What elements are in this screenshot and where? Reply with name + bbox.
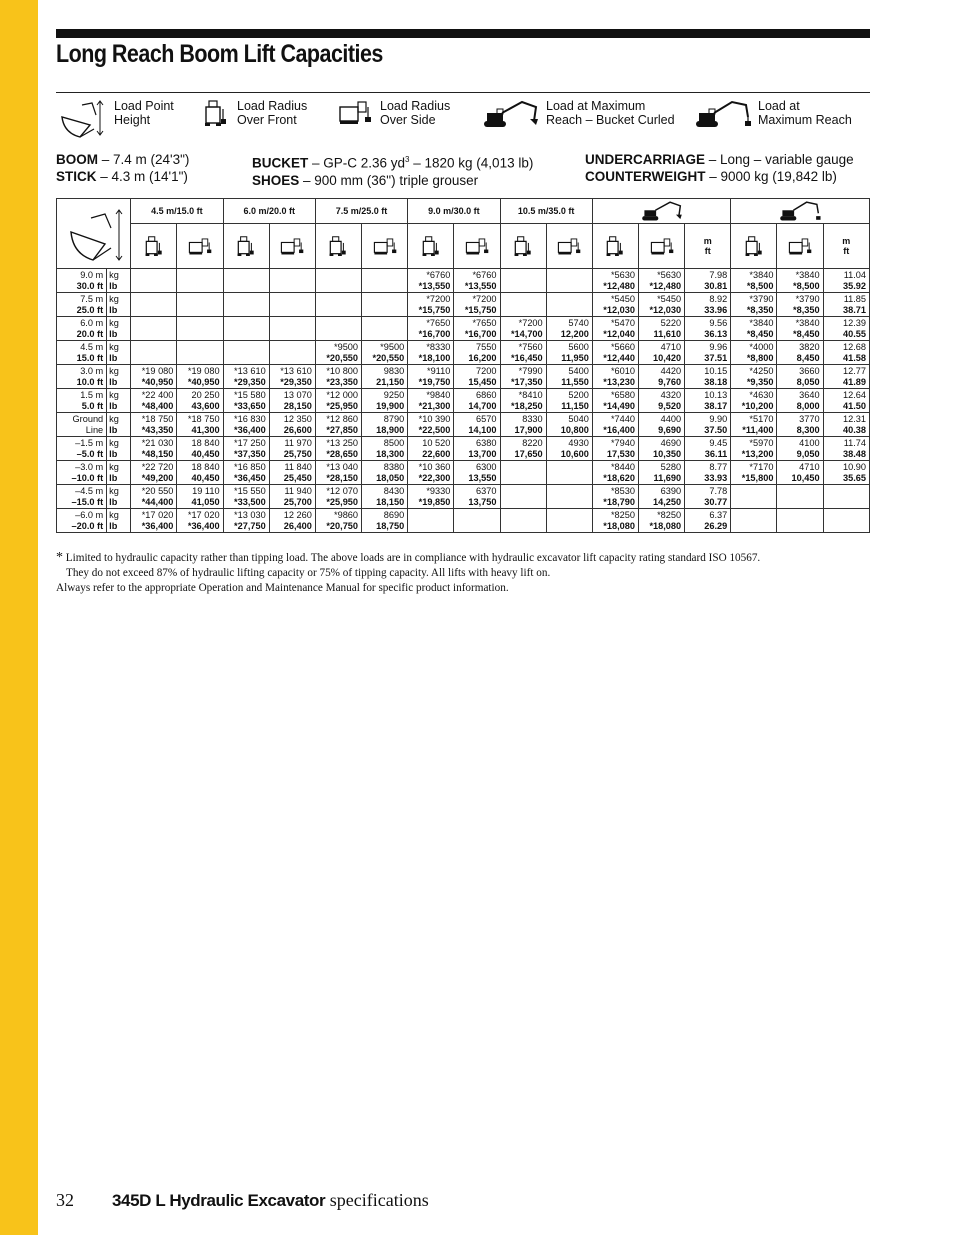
table-row xyxy=(57,293,870,317)
capacity-cell: 6380 13,700 xyxy=(454,437,500,461)
table-header-radius-row xyxy=(57,199,870,224)
header-radius-front-cell xyxy=(315,224,361,269)
capacity-cell: *19 080 *40,950 xyxy=(177,365,223,389)
excavator-curled-icon xyxy=(595,200,728,222)
unit-cell: kg lb xyxy=(107,437,131,461)
capacity-cell: *10 360 *22,300 xyxy=(408,461,454,485)
spec-undercarriage: UNDERCARRIAGE – Long – variable gauge xyxy=(585,152,854,167)
radius-side-icon xyxy=(179,236,220,256)
unit-cell: kg lb xyxy=(107,317,131,341)
capacity-cell: 4420 9,760 xyxy=(638,365,684,389)
lift-capacity-table xyxy=(56,198,870,533)
capacity-cell: *12 000 *25,950 xyxy=(315,389,361,413)
load-point-height-cell: 4.5 m 15.0 ft xyxy=(57,341,107,365)
capacity-cell: 18 840 40,450 xyxy=(177,437,223,461)
load-point-height-cell: –4.5 m –15.0 ft xyxy=(57,485,107,509)
capacity-cell: *5450 *12,030 xyxy=(638,293,684,317)
radius-front-icon xyxy=(226,234,267,258)
capacity-cell: 3660 8,050 xyxy=(777,365,823,389)
table-row xyxy=(57,509,870,533)
capacity-cell xyxy=(177,293,223,317)
header-radius-side-cell xyxy=(177,224,223,269)
table-row xyxy=(57,413,870,437)
radius-side-icon xyxy=(272,236,313,256)
capacity-cell: 6300 13,550 xyxy=(454,461,500,485)
capacity-cell xyxy=(546,485,592,509)
capacity-cell: 20 250 43,600 xyxy=(177,389,223,413)
capacity-cell xyxy=(546,269,592,293)
capacity-cell: 12 350 26,600 xyxy=(269,413,315,437)
capacity-cell: 8380 18,050 xyxy=(362,461,408,485)
capacity-cell: 8500 18,300 xyxy=(362,437,408,461)
capacity-cell: 5600 11,950 xyxy=(546,341,592,365)
header-reach-units: m ft xyxy=(685,224,731,269)
capacity-cell: 8790 18,900 xyxy=(362,413,408,437)
load-point-height-cell: –6.0 m –20.0 ft xyxy=(57,509,107,533)
capacity-cell: *8250 *18,080 xyxy=(592,509,638,533)
radius-header-0: 4.5 m/15.0 ft xyxy=(131,199,223,224)
capacity-cell: *7990 *17,350 xyxy=(500,365,546,389)
capacity-cell: *9330 *19,850 xyxy=(408,485,454,509)
spec-bucket: BUCKET – GP-C 2.36 $yd^3 - 1820$ kg (4,013 lb) xyxy=(252,155,534,171)
capacity-cell: 4690 10,350 xyxy=(638,437,684,461)
radius-side-icon xyxy=(549,236,590,256)
header-bucket-cell xyxy=(57,199,131,269)
capacity-cell: *13 030 *27,750 xyxy=(223,509,269,533)
header-radius-side-cell xyxy=(777,224,823,269)
capacity-cell xyxy=(315,317,361,341)
capacity-cell: *9860 *20,750 xyxy=(315,509,361,533)
capacity-cell: 8690 18,750 xyxy=(362,509,408,533)
capacity-cell: 10 520 22,600 xyxy=(408,437,454,461)
capacity-cell: 11 840 25,450 xyxy=(269,461,315,485)
table-header-icon-row xyxy=(57,224,870,269)
radius-front-icon xyxy=(133,234,174,258)
unit-cell: kg lb xyxy=(107,461,131,485)
capacity-cell: *13 610 *29,350 xyxy=(269,365,315,389)
capacity-cell: *6010 *13,230 xyxy=(592,365,638,389)
capacity-cell xyxy=(131,317,177,341)
capacity-cell xyxy=(823,485,869,509)
capacity-cell: *19 080 *40,950 xyxy=(131,365,177,389)
capacity-cell: 5220 11,610 xyxy=(638,317,684,341)
capacity-cell: *5630 *12,480 xyxy=(638,269,684,293)
radius-header-1: 6.0 m/20.0 ft xyxy=(223,199,315,224)
radius-front-icon xyxy=(203,99,229,127)
capacity-cell: *3790 *8,350 xyxy=(777,293,823,317)
capacity-cell: 8.77 33.93 xyxy=(685,461,731,485)
capacity-cell: 8330 17,900 xyxy=(500,413,546,437)
capacity-cell xyxy=(269,293,315,317)
capacity-cell: *8410 *18,250 xyxy=(500,389,546,413)
capacity-cell: 12.39 40.55 xyxy=(823,317,869,341)
capacity-cell: 4710 10,420 xyxy=(638,341,684,365)
radius-side-icon xyxy=(779,236,820,256)
load-point-height-cell: 9.0 m 30.0 ft xyxy=(57,269,107,293)
capacity-cell: 11 970 25,750 xyxy=(269,437,315,461)
capacity-cell: *6760 *13,550 xyxy=(408,269,454,293)
capacity-cell: 9.96 37.51 xyxy=(685,341,731,365)
capacity-cell: *18 750 *43,350 xyxy=(131,413,177,437)
capacity-cell xyxy=(823,509,869,533)
unit-cell: kg lb xyxy=(107,413,131,437)
capacity-cell: *18 750 41,300 xyxy=(177,413,223,437)
capacity-cell: *5970 *13,200 xyxy=(731,437,777,461)
capacity-cell: *5660 *12,440 xyxy=(592,341,638,365)
capacity-cell xyxy=(362,269,408,293)
capacity-cell: *3840 *8,500 xyxy=(777,269,823,293)
footnote-line-3: Always refer to the appropriate Operation and Maintenance Manual for specific product information. xyxy=(56,582,509,594)
header-radius-front-cell xyxy=(500,224,546,269)
capacity-cell: 12.77 41.89 xyxy=(823,365,869,389)
excavator-max-reach-icon xyxy=(733,200,867,222)
load-point-height-cell: 3.0 m 10.0 ft xyxy=(57,365,107,389)
capacity-cell xyxy=(500,485,546,509)
capacity-cell: *20 550 *44,400 xyxy=(131,485,177,509)
capacity-cell: *13 610 *29,350 xyxy=(223,365,269,389)
capacity-cell xyxy=(777,509,823,533)
header-radius-front-cell xyxy=(131,224,177,269)
capacity-cell: *9500 *20,550 xyxy=(315,341,361,365)
capacity-cell: *21 030 *48,150 xyxy=(131,437,177,461)
capacity-cell: 5040 10,800 xyxy=(546,413,592,437)
max-reach-curled-header xyxy=(592,199,730,224)
header-radius-front-cell xyxy=(223,224,269,269)
capacity-cell: *7170 *15,800 xyxy=(731,461,777,485)
capacity-cell: 11.85 38.71 xyxy=(823,293,869,317)
legend-load-max-reach-curled: Load at Maximum Reach – Bucket Curled xyxy=(482,99,675,129)
capacity-cell: *7440 *16,400 xyxy=(592,413,638,437)
capacity-cell: *7200 *15,750 xyxy=(408,293,454,317)
legend-load-radius-front: Load Radius Over Front xyxy=(203,99,307,127)
radius-side-icon xyxy=(456,236,497,256)
capacity-cell: *16 830 *36,400 xyxy=(223,413,269,437)
load-point-height-cell: 1.5 m 5.0 ft xyxy=(57,389,107,413)
capacity-cell: *6760 *13,550 xyxy=(454,269,500,293)
radius-front-icon xyxy=(410,234,451,258)
capacity-cell: 10.90 35.65 xyxy=(823,461,869,485)
capacity-cell: 4930 10,600 xyxy=(546,437,592,461)
capacity-cell: *8440 *18,620 xyxy=(592,461,638,485)
capacity-cell: *7650 *16,700 xyxy=(408,317,454,341)
capacity-cell: *5470 *12,040 xyxy=(592,317,638,341)
capacity-cell: *7940 17,530 xyxy=(592,437,638,461)
capacity-cell: *4000 *8,800 xyxy=(731,341,777,365)
capacity-cell: 5280 11,690 xyxy=(638,461,684,485)
capacity-cell: *4250 *9,350 xyxy=(731,365,777,389)
capacity-cell: 12.64 41.50 xyxy=(823,389,869,413)
header-reach-units: m ft xyxy=(823,224,869,269)
capacity-cell: *17 250 *37,350 xyxy=(223,437,269,461)
radius-front-icon xyxy=(733,234,774,258)
capacity-cell: *7200 *14,700 xyxy=(500,317,546,341)
capacity-cell: *13 040 *28,150 xyxy=(315,461,361,485)
specs-undercarriage-counterweight xyxy=(585,151,854,185)
excavator-max-reach-icon xyxy=(694,99,752,129)
capacity-cell xyxy=(269,341,315,365)
capacity-cell: *7650 *16,700 xyxy=(454,317,500,341)
capacity-cell: *10 390 *22,500 xyxy=(408,413,454,437)
capacity-cell: *22 400 *48,400 xyxy=(131,389,177,413)
capacity-cell: 10.15 38.18 xyxy=(685,365,731,389)
capacity-cell xyxy=(362,317,408,341)
spec-shoes: SHOES – 900 mm (36") triple grouser xyxy=(252,172,479,188)
capacity-cell: 4710 10,450 xyxy=(777,461,823,485)
capacity-cell: *3840 *8,450 xyxy=(731,317,777,341)
capacity-cell: *3840 *8,450 xyxy=(777,317,823,341)
unit-cell: kg lb xyxy=(107,269,131,293)
table-row xyxy=(57,485,870,509)
capacity-cell xyxy=(269,269,315,293)
page-number: 32 xyxy=(56,1190,74,1210)
unit-cell: kg lb xyxy=(107,293,131,317)
load-point-height-cell: 6.0 m 20.0 ft xyxy=(57,317,107,341)
capacity-cell xyxy=(546,293,592,317)
capacity-cell: 11.74 38.48 xyxy=(823,437,869,461)
capacity-cell: *6580 *14,490 xyxy=(592,389,638,413)
capacity-cell: 12 260 26,400 xyxy=(269,509,315,533)
capacity-cell xyxy=(454,509,500,533)
capacity-cell xyxy=(546,461,592,485)
capacity-cell: 7550 16,200 xyxy=(454,341,500,365)
capacity-cell: *5450 *12,030 xyxy=(592,293,638,317)
spec-stick: STICK – 4.3 m (14'1") xyxy=(56,169,188,184)
capacity-cell: *8330 *18,100 xyxy=(408,341,454,365)
header-radius-side-cell xyxy=(546,224,592,269)
table-row xyxy=(57,365,870,389)
capacity-cell: 8220 17,650 xyxy=(500,437,546,461)
radius-front-icon xyxy=(595,234,636,258)
capacity-cell xyxy=(500,269,546,293)
footnote-line-2: They do not exceed 87% of hydraulic lifting capacity or 75% of tipping capacity. All lifts with heavy lift on. xyxy=(66,567,551,579)
header-radius-side-cell xyxy=(362,224,408,269)
capacity-cell xyxy=(177,317,223,341)
capacity-cell: 9.56 36.13 xyxy=(685,317,731,341)
capacity-cell xyxy=(408,509,454,533)
load-point-height-cell: 7.5 m 25.0 ft xyxy=(57,293,107,317)
capacity-cell: 6860 14,700 xyxy=(454,389,500,413)
table-row xyxy=(57,437,870,461)
capacity-cell: *15 550 *33,500 xyxy=(223,485,269,509)
capacity-cell: 6370 13,750 xyxy=(454,485,500,509)
header-radius-side-cell xyxy=(269,224,315,269)
capacity-cell: 3820 8,450 xyxy=(777,341,823,365)
capacity-cell: 12.31 40.38 xyxy=(823,413,869,437)
capacity-cell: 19 110 41,050 xyxy=(177,485,223,509)
unit-cell: kg lb xyxy=(107,365,131,389)
capacity-cell: 6390 14,250 xyxy=(638,485,684,509)
capacity-cell: 7.78 30.77 xyxy=(685,485,731,509)
table-row xyxy=(57,389,870,413)
capacity-cell: 12.68 41.58 xyxy=(823,341,869,365)
capacity-cell: *8530 *18,790 xyxy=(592,485,638,509)
capacity-cell xyxy=(500,293,546,317)
capacity-cell xyxy=(315,269,361,293)
excavator-curled-icon xyxy=(482,99,540,129)
capacity-cell: 7.98 30.81 xyxy=(685,269,731,293)
bucket-height-icon xyxy=(60,99,106,139)
radius-front-icon xyxy=(318,234,359,258)
table-row xyxy=(57,317,870,341)
spec-counterweight: COUNTERWEIGHT – 9000 kg (19,842 lb) xyxy=(585,169,837,184)
capacity-cell: *12 070 *25,950 xyxy=(315,485,361,509)
capacity-cell: 4320 9,520 xyxy=(638,389,684,413)
capacity-cell: *10 800 *23,350 xyxy=(315,365,361,389)
capacity-cell: *22 720 *49,200 xyxy=(131,461,177,485)
capacity-cell: 8.92 33.96 xyxy=(685,293,731,317)
capacity-cell: *9840 *21,300 xyxy=(408,389,454,413)
capacity-cell xyxy=(223,269,269,293)
capacity-cell xyxy=(500,461,546,485)
capacity-cell: *8250 *18,080 xyxy=(638,509,684,533)
capacity-cell: *13 250 *28,650 xyxy=(315,437,361,461)
capacity-cell: 6570 14,100 xyxy=(454,413,500,437)
capacity-cell xyxy=(362,293,408,317)
capacity-cell: 9.90 37.50 xyxy=(685,413,731,437)
radius-front-icon xyxy=(503,234,544,258)
max-reach-header xyxy=(731,199,870,224)
specs-boom-stick xyxy=(56,151,189,185)
unit-cell: kg lb xyxy=(107,509,131,533)
capacity-cell: 4400 9,690 xyxy=(638,413,684,437)
capacity-cell: *7200 *15,750 xyxy=(454,293,500,317)
title-rule xyxy=(56,92,870,93)
radius-side-icon xyxy=(641,236,682,256)
capacity-cell xyxy=(131,341,177,365)
capacity-cell: 5400 11,550 xyxy=(546,365,592,389)
header-radius-side-cell xyxy=(638,224,684,269)
yellow-side-stripe xyxy=(0,0,38,1235)
table-row xyxy=(57,461,870,485)
header-radius-front-cell xyxy=(731,224,777,269)
capacity-cell: 18 840 40,450 xyxy=(177,461,223,485)
unit-cell: kg lb xyxy=(107,485,131,509)
capacity-cell: 7200 15,450 xyxy=(454,365,500,389)
capacity-cell xyxy=(269,317,315,341)
capacity-cell: *4630 *10,200 xyxy=(731,389,777,413)
capacity-cell xyxy=(500,509,546,533)
capacity-cell: *3790 *8,350 xyxy=(731,293,777,317)
capacity-cell xyxy=(777,485,823,509)
capacity-cell xyxy=(131,293,177,317)
radius-header-4: 10.5 m/35.0 ft xyxy=(500,199,592,224)
specs-bucket-shoes xyxy=(252,151,533,189)
header-radius-front-cell xyxy=(408,224,454,269)
capacity-cell: 8430 18,150 xyxy=(362,485,408,509)
capacity-cell: *9500 *20,550 xyxy=(362,341,408,365)
capacity-cell: 3640 8,000 xyxy=(777,389,823,413)
top-black-bar xyxy=(56,29,870,38)
capacity-cell: *9110 *19,750 xyxy=(408,365,454,389)
header-radius-side-cell xyxy=(454,224,500,269)
capacity-cell: 4100 9,050 xyxy=(777,437,823,461)
capacity-cell: *3840 *8,500 xyxy=(731,269,777,293)
unit-cell: kg lb xyxy=(107,341,131,365)
load-point-height-cell: Ground Line xyxy=(57,413,107,437)
capacity-cell: 9.45 36.11 xyxy=(685,437,731,461)
capacity-cell: 10.13 38.17 xyxy=(685,389,731,413)
radius-header-3: 9.0 m/30.0 ft xyxy=(408,199,500,224)
load-point-height-cell: –3.0 m –10.0 ft xyxy=(57,461,107,485)
radius-side-icon xyxy=(338,99,372,125)
capacity-cell: *17 020 *36,400 xyxy=(177,509,223,533)
capacity-cell: 11.04 35.92 xyxy=(823,269,869,293)
header-radius-front-cell xyxy=(592,224,638,269)
capacity-cell: 5200 11,150 xyxy=(546,389,592,413)
legend-load-max-reach: Load at Maximum Reach xyxy=(694,99,852,129)
capacity-cell xyxy=(731,485,777,509)
capacity-cell xyxy=(177,341,223,365)
footnote-line-1: * Limited to hydraulic capacity rather than tipping load. The above loads are in compliance with hydraulic excavator lift capacity rating standard ISO 10567. xyxy=(56,550,761,565)
radius-side-icon xyxy=(364,236,405,256)
legend-load-point-height: Load Point Height xyxy=(60,99,174,139)
capacity-cell: 13 070 28,150 xyxy=(269,389,315,413)
page-title: Long Reach Boom Lift Capacities xyxy=(56,40,383,68)
capacity-cell xyxy=(223,293,269,317)
table-row xyxy=(57,269,870,293)
capacity-cell: *15 580 *33,650 xyxy=(223,389,269,413)
capacity-cell: *5170 *11,400 xyxy=(731,413,777,437)
capacity-cell xyxy=(131,269,177,293)
table-row xyxy=(57,341,870,365)
capacity-cell: 9250 19,900 xyxy=(362,389,408,413)
load-point-height-cell: –1.5 m –5.0 ft xyxy=(57,437,107,461)
footnotes xyxy=(56,550,856,596)
unit-cell: kg lb xyxy=(107,389,131,413)
capacity-cell: 3770 8,300 xyxy=(777,413,823,437)
spec-boom: BOOM – 7.4 m (24'3") xyxy=(56,152,190,167)
capacity-cell: 9830 21,150 xyxy=(362,365,408,389)
capacity-cell: *17 020 *36,400 xyxy=(131,509,177,533)
capacity-cell: *12 860 *27,850 xyxy=(315,413,361,437)
capacity-cell: *16 850 *36,450 xyxy=(223,461,269,485)
capacity-cell xyxy=(731,509,777,533)
capacity-cell: *7560 *16,450 xyxy=(500,341,546,365)
capacity-cell: 5740 12,200 xyxy=(546,317,592,341)
capacity-cell xyxy=(315,293,361,317)
capacity-cell xyxy=(223,317,269,341)
capacity-cell xyxy=(546,509,592,533)
legend-load-radius-side: Load Radius Over Side xyxy=(338,99,450,127)
capacity-cell: 11 940 25,700 xyxy=(269,485,315,509)
capacity-cell xyxy=(177,269,223,293)
footer-title: 345D L Hydraulic Excavator specifications xyxy=(112,1190,429,1210)
capacity-cell xyxy=(223,341,269,365)
capacity-cell: *5630 *12,480 xyxy=(592,269,638,293)
capacity-cell: 6.37 26.29 xyxy=(685,509,731,533)
radius-header-2: 7.5 m/25.0 ft xyxy=(315,199,407,224)
bucket-height-icon xyxy=(59,204,128,264)
